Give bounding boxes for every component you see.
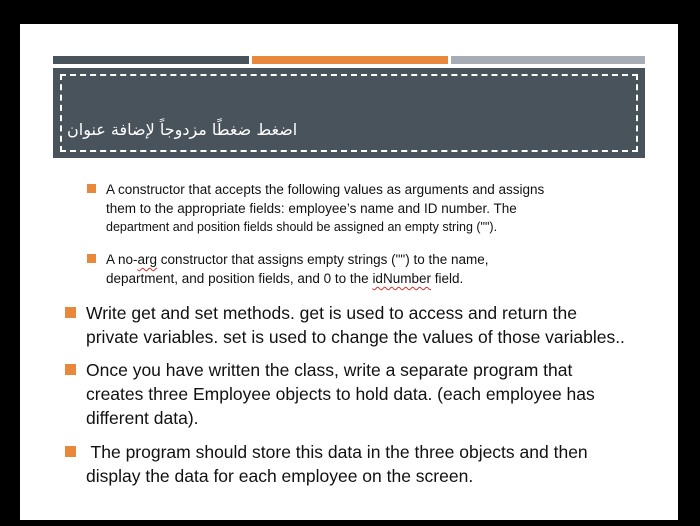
sub-bullet-2 [87,250,489,288]
bullet-text [86,301,625,349]
spellcheck-error: arg [137,252,158,267]
bullet-text [106,180,544,237]
spellcheck-error: idNumber [372,271,431,286]
bullet-1 [65,301,625,349]
bullet-square-icon [65,446,76,457]
text-line: Once you have written the class, write a separate program that [86,360,573,380]
text-line: display the data for each employee on the screen. [86,466,474,486]
text-line: Write get and set methods. get is used to access and return the [86,303,577,323]
text-line: department, and position fields, and 0 to the idNumber field. [106,271,464,286]
text-line: them to the appropriate fields: employee’s name and ID number. The [106,201,517,216]
bullet-square-icon [65,307,76,318]
bullet-square-icon [87,254,96,263]
title-placeholder-text[interactable]: اضغط ضغطًا مزدوجاً لإضافة عنوان [67,120,298,139]
title-placeholder[interactable] [60,74,638,152]
text-line: department and position fields should be assigned an empty string (""). [106,220,498,234]
text-line: A no-arg constructor that assigns empty strings ("") to the name, [106,252,489,267]
bullet-text [86,440,588,488]
text-line: The program should store this data in the three objects and then [86,442,588,462]
title-box [53,68,645,158]
text-line: private variables. set is used to change the values of those variables.. [86,327,625,347]
accent-bar-orange [252,56,448,64]
text-line: creates three Employee objects to hold data. (each employee has [86,384,595,404]
accent-bar-gray [451,56,645,64]
bullet-square-icon [65,364,76,375]
bullet-text [86,358,595,430]
text-line: A constructor that accepts the following values as arguments and assigns [106,182,545,197]
bullet-2 [65,358,595,430]
sub-bullet-1 [87,180,544,237]
bullet-text [106,250,489,288]
accent-bar-dark [53,56,249,64]
slide [20,24,678,520]
text-line: different data). [86,408,199,428]
bullet-square-icon [87,184,96,193]
bullet-3 [65,440,588,488]
